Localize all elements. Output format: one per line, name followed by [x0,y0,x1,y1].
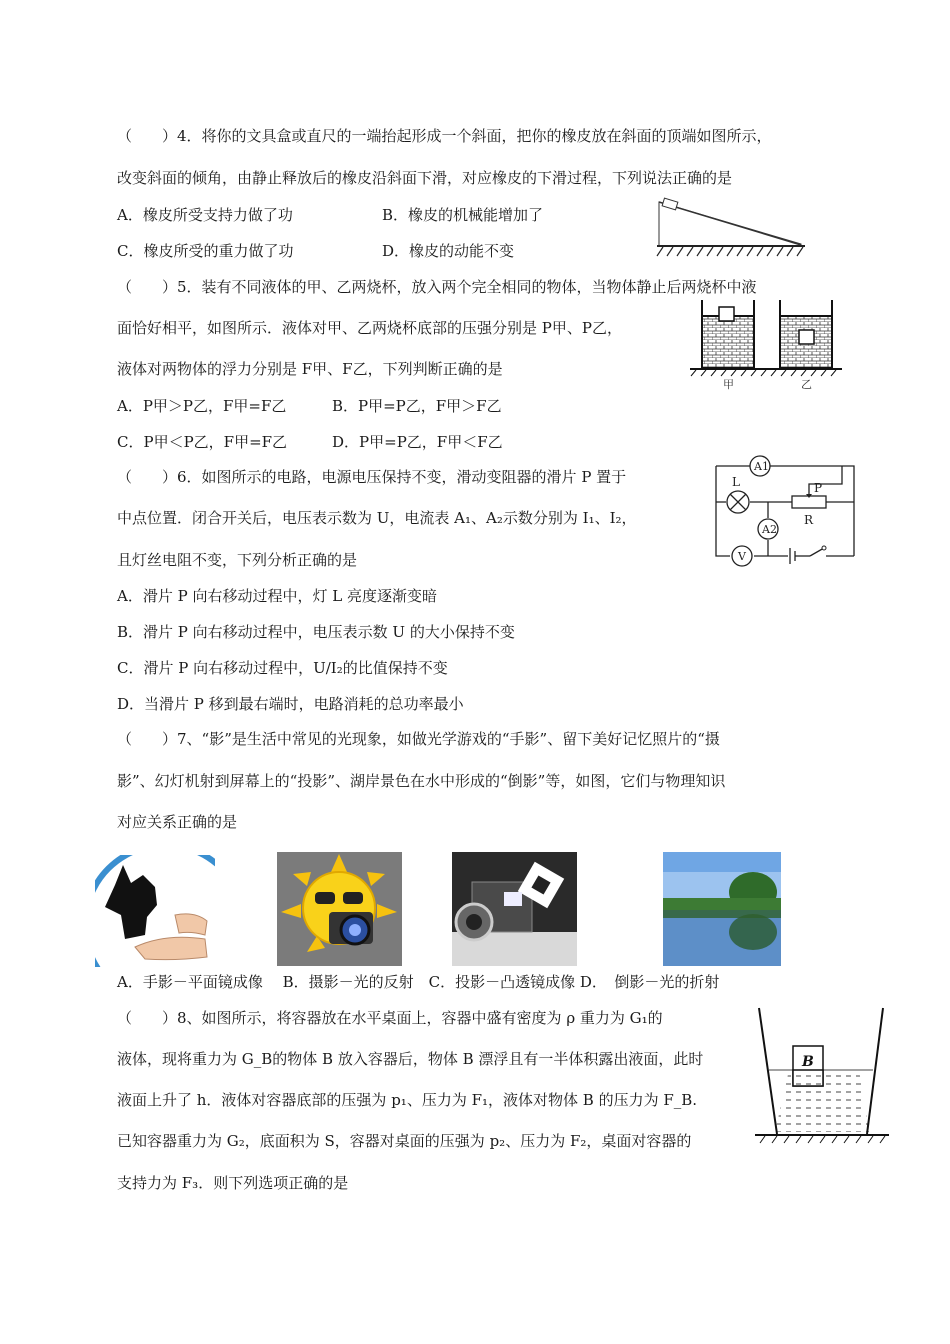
lake-reflection-image [663,852,781,966]
ammeter-a2-label: A2 [762,523,777,536]
q5-option-d: D．P甲=P乙，F甲＜F乙 [332,433,503,451]
beaker-label-jia: 甲 [723,378,734,391]
q4-line-1: （ ）4．将你的文具盒或直尺的一端抬起形成一个斜面，把你的橡皮放在斜面的顶端如图所示， [117,127,772,145]
beakers-figure [688,298,844,394]
q5-line-1: （ ）5．装有不同液体的甲、乙两烧杯，放入两个完全相同的物体，当物体静止后两烧杯中液 [117,278,757,296]
q8-line-2: 液体，现将重力为 G_B的物体 B 放入容器后，物体 B 漂浮且有一半体积露出液面，此时 [117,1050,704,1068]
q8-line-5: 支持力为 F₃．则下列选项正确的是 [117,1174,349,1192]
sun-camera-image [277,852,402,966]
q8-line-4: 已知容器重力为 G₂，底面积为 S，容器对桌面的压强为 p₂、压力为 F₂，桌面对容器的 [117,1132,692,1150]
hand-shadow-image [95,855,215,967]
q7-line-2: 影”、幻灯机射到屏幕上的“投影”、湖岸景色在水中形成的“倒影”等，如图，它们与物理知识 [117,772,726,790]
voltmeter-label: V [738,550,746,563]
beaker-label-yi: 乙 [801,378,812,391]
q5-option-b: B．P甲=P乙，F甲＞F乙 [332,397,502,415]
q4-line-2: 改变斜面的倾角，由静止释放后的橡皮沿斜面下滑，对应橡皮的下滑过程，下列说法正确的是 [117,169,733,187]
resistor-label: R [804,513,814,527]
q7-options: A．手影－平面镜成像 B．摄影－光的反射 C．投影－凸透镜成像 D． 倒影－光的折射 [117,973,720,991]
q8-line-1: （ ）8、如图所示，将容器放在水平桌面上，容器中盛有密度为 ρ 重力为 G₁的 [117,1009,663,1027]
q6-line-3: 且灯丝电阻不变，下列分析正确的是 [117,551,358,569]
projector-image [452,852,577,966]
q6-line-2: 中点位置．闭合开关后，电压表示数为 U，电流表 A₁、A₂示数分别为 I₁、I₂， [117,509,637,527]
incline-figure [655,196,807,260]
q4-option-b: B．橡皮的机械能增加了 [382,206,544,224]
q5-option-a: A．P甲＞P乙，F甲=F乙 [117,397,287,415]
q4-option-a: A．橡皮所受支持力做了功 [117,206,293,224]
q5-line-3: 液体对两物体的浮力分别是 F甲、F乙，下列判断正确的是 [117,360,503,378]
q6-option-a: A．滑片 P 向右移动过程中，灯 L 亮度逐渐变暗 [117,587,437,605]
ammeter-a1-label: A1 [754,460,769,473]
q6-option-b: B．滑片 P 向右移动过程中，电压表示数 U 的大小保持不变 [117,623,515,641]
q4-option-c: C．橡皮所受的重力做了功 [117,242,294,260]
container-figure [755,1000,891,1148]
q5-option-c: C．P甲＜P乙，F甲=F乙 [117,433,288,451]
lamp-label: L [732,475,740,489]
q7-line-3: 对应关系正确的是 [117,813,238,831]
q6-line-1: （ ）6．如图所示的电路，电源电压保持不变，滑动变阻器的滑片 P 置于 [117,468,627,486]
object-b-label: B [802,1054,814,1070]
circuit-figure [712,452,858,572]
q6-option-d: D．当滑片 P 移到最右端时，电路消耗的总功率最小 [117,695,464,713]
q7-line-1: （ ）7、“影”是生活中常见的光现象，如做光学游戏的“手影”、留下美好记忆照片的“摄 [117,730,720,748]
q6-option-c: C．滑片 P 向右移动过程中，U/I₂的比值保持不变 [117,659,448,677]
q5-line-2: 面恰好相平，如图所示．液体对甲、乙两烧杯底部的压强分别是 P甲、P乙， [117,319,622,337]
slider-label: P [814,481,823,495]
q8-line-3: 液面上升了 h．液体对容器底部的压强为 p₁、压力为 F₁，液体对物体 B 的压力为 F_B. [117,1091,698,1109]
q4-option-d: D．橡皮的动能不变 [382,242,515,260]
